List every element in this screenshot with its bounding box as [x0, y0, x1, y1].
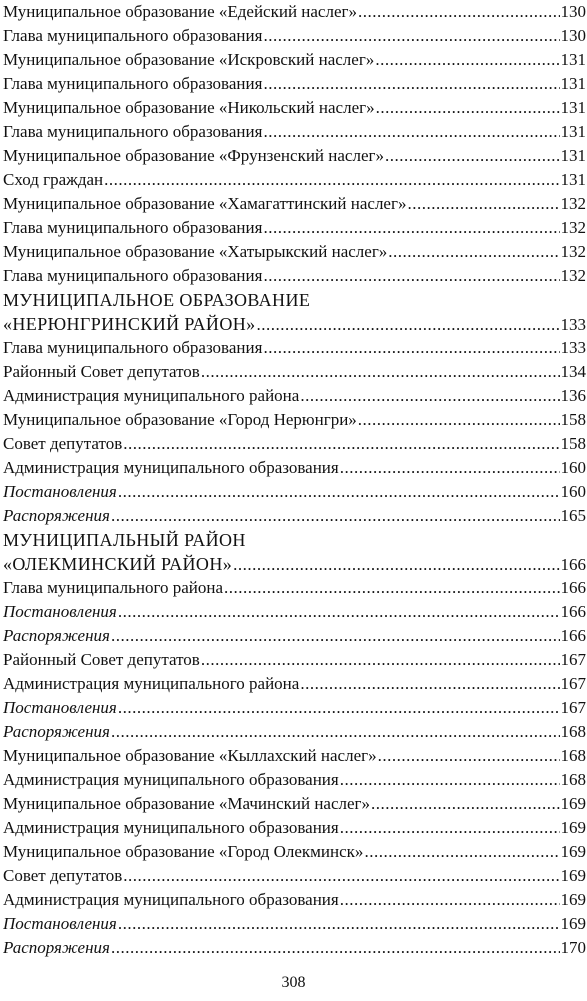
dot-leader — [233, 553, 559, 576]
toc-entry-page: 132 — [560, 242, 586, 261]
dot-leader — [358, 0, 560, 24]
dot-leader — [263, 336, 559, 360]
dot-leader — [340, 816, 560, 840]
toc-entry-title: Муниципальное образование «Город Олекминск» — [3, 842, 364, 861]
toc-entry-title: Постановления — [3, 914, 117, 933]
dot-leader — [201, 648, 560, 672]
dot-leader — [378, 744, 560, 768]
toc-entry-page: 131 — [560, 74, 586, 93]
toc-entry — [3, 696, 586, 720]
toc-entry — [3, 816, 586, 840]
toc-entry-title: Муниципальное образование «Хатырыкский наслег» — [3, 242, 388, 261]
toc-entry-title: Администрация муниципального образования — [3, 458, 339, 477]
toc-entry-page: 167 — [560, 650, 586, 669]
dot-leader — [224, 576, 559, 600]
dot-leader — [300, 384, 559, 408]
toc-entry — [3, 864, 586, 888]
toc-entry-title: Глава муниципального образования — [3, 122, 263, 141]
dot-leader — [118, 696, 560, 720]
toc-entry — [3, 912, 586, 936]
toc-entry — [3, 384, 586, 408]
toc-entry — [3, 936, 586, 960]
toc-entry-title: Глава муниципального образования — [3, 74, 263, 93]
toc-entry-page: 160 — [560, 458, 586, 477]
toc-entry — [3, 480, 586, 504]
toc-entry-page: 131 — [560, 50, 586, 69]
toc-entry-page: 166 — [560, 555, 586, 574]
toc-entry-title: Глава муниципального образования — [3, 218, 263, 237]
toc-entry — [3, 120, 586, 144]
dot-leader — [104, 168, 559, 192]
toc-entry-title: Распоряжения — [3, 626, 110, 645]
toc-entry — [3, 264, 586, 288]
section-heading: МУНИЦИПАЛЬНОЕ ОБРАЗОВАНИЕ — [3, 290, 311, 310]
dot-leader — [118, 912, 560, 936]
toc-entry-title: Совет депутатов — [3, 434, 123, 453]
toc-entry — [3, 312, 586, 336]
toc-entry-title: Глава муниципального образования — [3, 26, 263, 45]
toc-entry — [3, 792, 586, 816]
toc-entry-title: Сход граждан — [3, 170, 104, 189]
toc-entry-title: «НЕРЮНГРИНСКИЙ РАЙОН» — [3, 314, 256, 334]
toc-entry-page: 170 — [560, 938, 586, 957]
toc-entry-title: Распоряжения — [3, 938, 110, 957]
dot-leader — [263, 120, 559, 144]
toc-entry — [3, 768, 586, 792]
dot-leader — [300, 672, 559, 696]
toc-entry — [3, 240, 586, 264]
dot-leader — [201, 360, 560, 384]
toc-entry-page: 160 — [560, 482, 586, 501]
toc-entry-title: Муниципальное образование «Фрунзенский наслег» — [3, 146, 384, 165]
dot-leader — [123, 432, 559, 456]
toc-entry — [3, 624, 586, 648]
dot-leader — [407, 192, 559, 216]
toc-entry-page: 169 — [560, 890, 586, 909]
toc-entry-title: Глава муниципального района — [3, 578, 224, 597]
toc-entry-title: Администрация муниципального образования — [3, 818, 339, 837]
toc-entry-page: 136 — [560, 386, 586, 405]
toc-entry — [3, 360, 586, 384]
toc-entry-page: 169 — [560, 914, 586, 933]
toc-entry-title: «ОЛЕКМИНСКИЙ РАЙОН» — [3, 554, 233, 574]
toc-entry-page: 133 — [560, 315, 586, 334]
toc-entry-page: 131 — [560, 122, 586, 141]
dot-leader — [364, 840, 559, 864]
toc-entry — [3, 456, 586, 480]
toc-entry — [3, 144, 586, 168]
dot-leader — [111, 624, 560, 648]
toc-entry-title: Муниципальное образование «Мачинский наслег» — [3, 794, 371, 813]
toc-entry-title: Районный Совет депутатов — [3, 650, 200, 669]
toc-entry — [3, 504, 586, 528]
toc-entry — [3, 600, 586, 624]
toc-entry-title: Муниципальное образование «Город Нерюнгри» — [3, 410, 357, 429]
toc-entry-page: 130 — [560, 2, 586, 21]
toc-entry-page: 169 — [560, 842, 586, 861]
toc-entry-title: Глава муниципального образования — [3, 338, 263, 357]
toc-entry — [3, 744, 586, 768]
dot-leader — [111, 936, 560, 960]
toc-entry-title: Распоряжения — [3, 722, 110, 741]
toc-entry-title: Муниципальное образование «Едейский наслег» — [3, 2, 357, 21]
section-heading: МУНИЦИПАЛЬНЫЙ РАЙОН — [3, 530, 246, 550]
toc-entry-page: 166 — [560, 578, 586, 597]
toc-entry-title: Постановления — [3, 602, 117, 621]
dot-leader — [118, 600, 560, 624]
toc-entry — [3, 648, 586, 672]
toc-entry-page: 168 — [560, 770, 586, 789]
toc-entry-page: 132 — [560, 266, 586, 285]
toc-entry-page: 158 — [560, 434, 586, 453]
toc-entry — [3, 0, 586, 24]
dot-leader — [263, 24, 559, 48]
toc-entry-title: Администрация муниципального района — [3, 386, 300, 405]
toc-entry — [3, 888, 586, 912]
toc-entry — [3, 432, 586, 456]
toc-entry-title: Муниципальное образование «Хамагаттинский наслег» — [3, 194, 407, 213]
toc-entry-page: 168 — [560, 722, 586, 741]
dot-leader — [340, 888, 560, 912]
toc-entry-title: Муниципальное образование «Никольский наслег» — [3, 98, 375, 117]
toc-entry-page: 133 — [560, 338, 586, 357]
toc-entry-title: Администрация муниципального образования — [3, 770, 339, 789]
toc-entry-title: Муниципальное образование «Искровский наслег» — [3, 50, 375, 69]
toc-entry-page: 132 — [560, 194, 586, 213]
toc-entry — [3, 72, 586, 96]
toc-entry-title: Совет депутатов — [3, 866, 123, 885]
toc-entry-title: Администрация муниципального района — [3, 674, 300, 693]
toc-entry-title: Глава муниципального образования — [3, 266, 263, 285]
dot-leader — [375, 48, 559, 72]
toc-entry-page: 158 — [560, 410, 586, 429]
toc-entry-page: 165 — [560, 506, 586, 525]
table-of-contents — [3, 0, 586, 960]
toc-entry-title: Постановления — [3, 698, 117, 717]
toc-entry-page: 131 — [560, 98, 586, 117]
toc-entry-page: 131 — [560, 146, 586, 165]
toc-entry — [3, 840, 586, 864]
toc-entry — [3, 192, 586, 216]
dot-leader — [257, 313, 560, 336]
toc-entry — [3, 576, 586, 600]
toc-entry — [3, 216, 586, 240]
dot-leader — [376, 96, 560, 120]
toc-entry — [3, 672, 586, 696]
toc-entry-page: 130 — [560, 26, 586, 45]
dot-leader — [263, 72, 559, 96]
dot-leader — [118, 480, 560, 504]
dot-leader — [371, 792, 559, 816]
toc-entry-page: 169 — [560, 794, 586, 813]
toc-entry-title: Распоряжения — [3, 506, 110, 525]
page-number: 308 — [281, 974, 306, 991]
dot-leader — [340, 768, 560, 792]
toc-entry-title: Муниципальное образование «Кыллахский наслег» — [3, 746, 377, 765]
toc-entry-page: 168 — [560, 746, 586, 765]
dot-leader — [111, 720, 560, 744]
toc-entry — [3, 48, 586, 72]
dot-leader — [263, 264, 559, 288]
toc-entry-page: 134 — [560, 362, 586, 381]
toc-entry — [3, 336, 586, 360]
dot-leader — [388, 240, 559, 264]
toc-entry — [3, 552, 586, 576]
toc-entry-title: Районный Совет депутатов — [3, 362, 200, 381]
dot-leader — [111, 504, 560, 528]
toc-entry — [3, 720, 586, 744]
dot-leader — [123, 864, 559, 888]
toc-entry-title: Постановления — [3, 482, 117, 501]
toc-entry-title: Администрация муниципального образования — [3, 890, 339, 909]
toc-entry — [3, 96, 586, 120]
toc-entry-page: 169 — [560, 866, 586, 885]
dot-leader — [358, 408, 560, 432]
toc-entry — [3, 24, 586, 48]
toc-entry-page: 132 — [560, 218, 586, 237]
toc-entry-page: 166 — [560, 602, 586, 621]
toc-entry-page: 167 — [560, 698, 586, 717]
toc-entry-page: 167 — [560, 674, 586, 693]
toc-entry-page: 131 — [560, 170, 586, 189]
toc-entry-page: 169 — [560, 818, 586, 837]
toc-entry — [3, 168, 586, 192]
dot-leader — [263, 216, 559, 240]
dot-leader — [340, 456, 560, 480]
dot-leader — [385, 144, 560, 168]
toc-entry-page: 166 — [560, 626, 586, 645]
toc-entry — [3, 408, 586, 432]
